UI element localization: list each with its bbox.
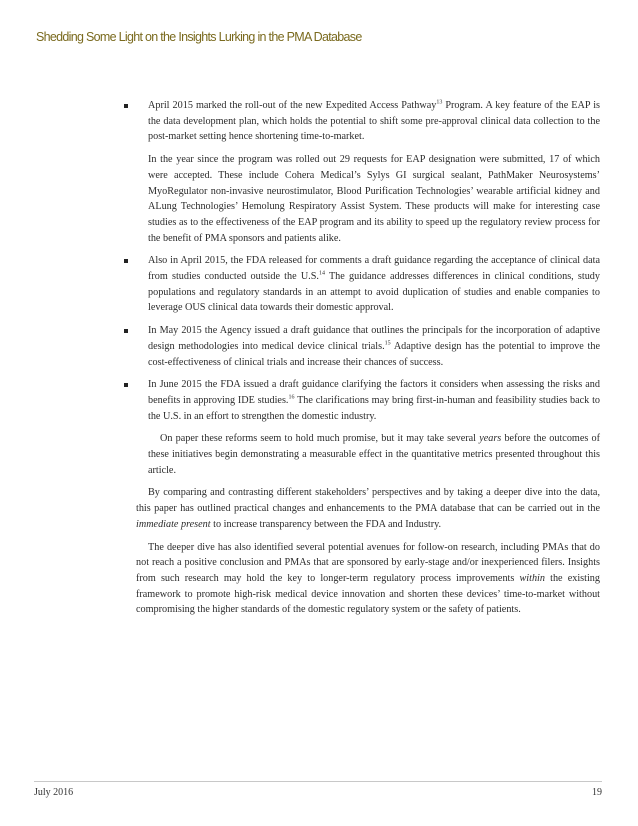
footnote-ref[interactable]: 16 [288,394,295,401]
body-paragraph: The deeper dive has also identified several potential avenues for follow-on research, including PMAs that do not reach a positive conclusion and PMAs that are sponsored by early-stage and/or inexperienced filers. Insights from such research may hold the key to longer-term regulatory process improvements within the existing framework to promote high-risk medical device innovation and shorten these devices’ time-to-market without compromising the higher standards of the domestic regulatory system or the safety of patients. [136,541,600,616]
bullet-text: April 2015 marked the roll-out of the new Expedited Access Pathway$^{13}$ Program. A key feature of the EAP is the data development plan, which holds the potential to shift some pre-approval clinical data collection to the post-market setting hence shortening time-to-market. [148,99,600,143]
footnote-ref[interactable]: 15 [384,340,391,347]
bullet-subparagraph: In the year since the program was rolled out 29 requests for EAP designation were submitted, 17 of which were accepted. These include Cohera Medical’s Sylys GI surgical sealant, PathMaker Neurosystems’ MyoRegulator non-invasive neurostimulator, Blood Purification Technologies’ wearable artificial kidney and ALung Technologies’ Hemolung Respiratory Assist System. These products will make for interesting case studies as to the effectiveness of the EAP program and its ability to speed up the regulatory review process for the benefit of PMA sponsors and patients alike. [148,154,600,244]
bullet-text: In June 2015 the FDA issued a draft guidance clarifying the factors it considers when assessing the risks and benefits in approving IDE studies.$^{16}$ The clarifications may bring first-in-human and feasibility studies back to the U.S. in an effort to strengthen the domestic industry. [148,379,600,422]
footer-date: July 2016 [34,787,74,798]
footer-divider [34,781,602,782]
bullet-item-ous-data [136,253,600,316]
footnote-ref[interactable]: 14 [318,270,325,277]
bullet-item-adaptive-design [136,323,600,370]
bullet-text: Also in April 2015, the FDA released for comments a draft guidance regarding the acceptance of clinical data from studies conducted outside the U.S.$^{14}$ The guidance addresses differences in clinical conditions, study populations and regulatory standards in an attempt to avoid duplication of studies and enable companies to leverage OUS clinical data towards their domestic approval. [148,255,600,314]
body-paragraph: On paper these reforms seem to hold much promise, but it may take several years before the outcomes of these initiatives begin demonstrating a measurable effect in the quantitative metrics presented throughout this article. [148,433,600,476]
bullet-square-icon [124,104,128,108]
bullet-square-icon [124,329,128,333]
bullet-square-icon [124,383,128,387]
page-header-title: Shedding Some Light on the Insights Lurking in the PMA Database [36,30,362,44]
bullet-square-icon [124,259,128,263]
page-number: 19 [592,787,602,798]
bullet-item-eap [136,98,600,246]
bullet-text: In May 2015 the Agency issued a draft guidance that outlines the principals for the incorporation of adaptive design methodologies into medical device clinical trials.$^{15}$ Adaptive design has the potential to improve the cost-effectiveness of clinical trials and increase their chances of success. [148,325,600,368]
bullet-item-ide-studies [136,377,600,478]
body-paragraph: By comparing and contrasting different stakeholders’ perspectives and by taking a deeper dive into the data, this paper has outlined practical changes and enhancements to the PMA database that can be carried out in the immediate present to increase transparency between the FDA and Industry. [136,487,600,530]
footnote-ref[interactable]: 13 [436,99,443,106]
article-body [136,98,600,625]
